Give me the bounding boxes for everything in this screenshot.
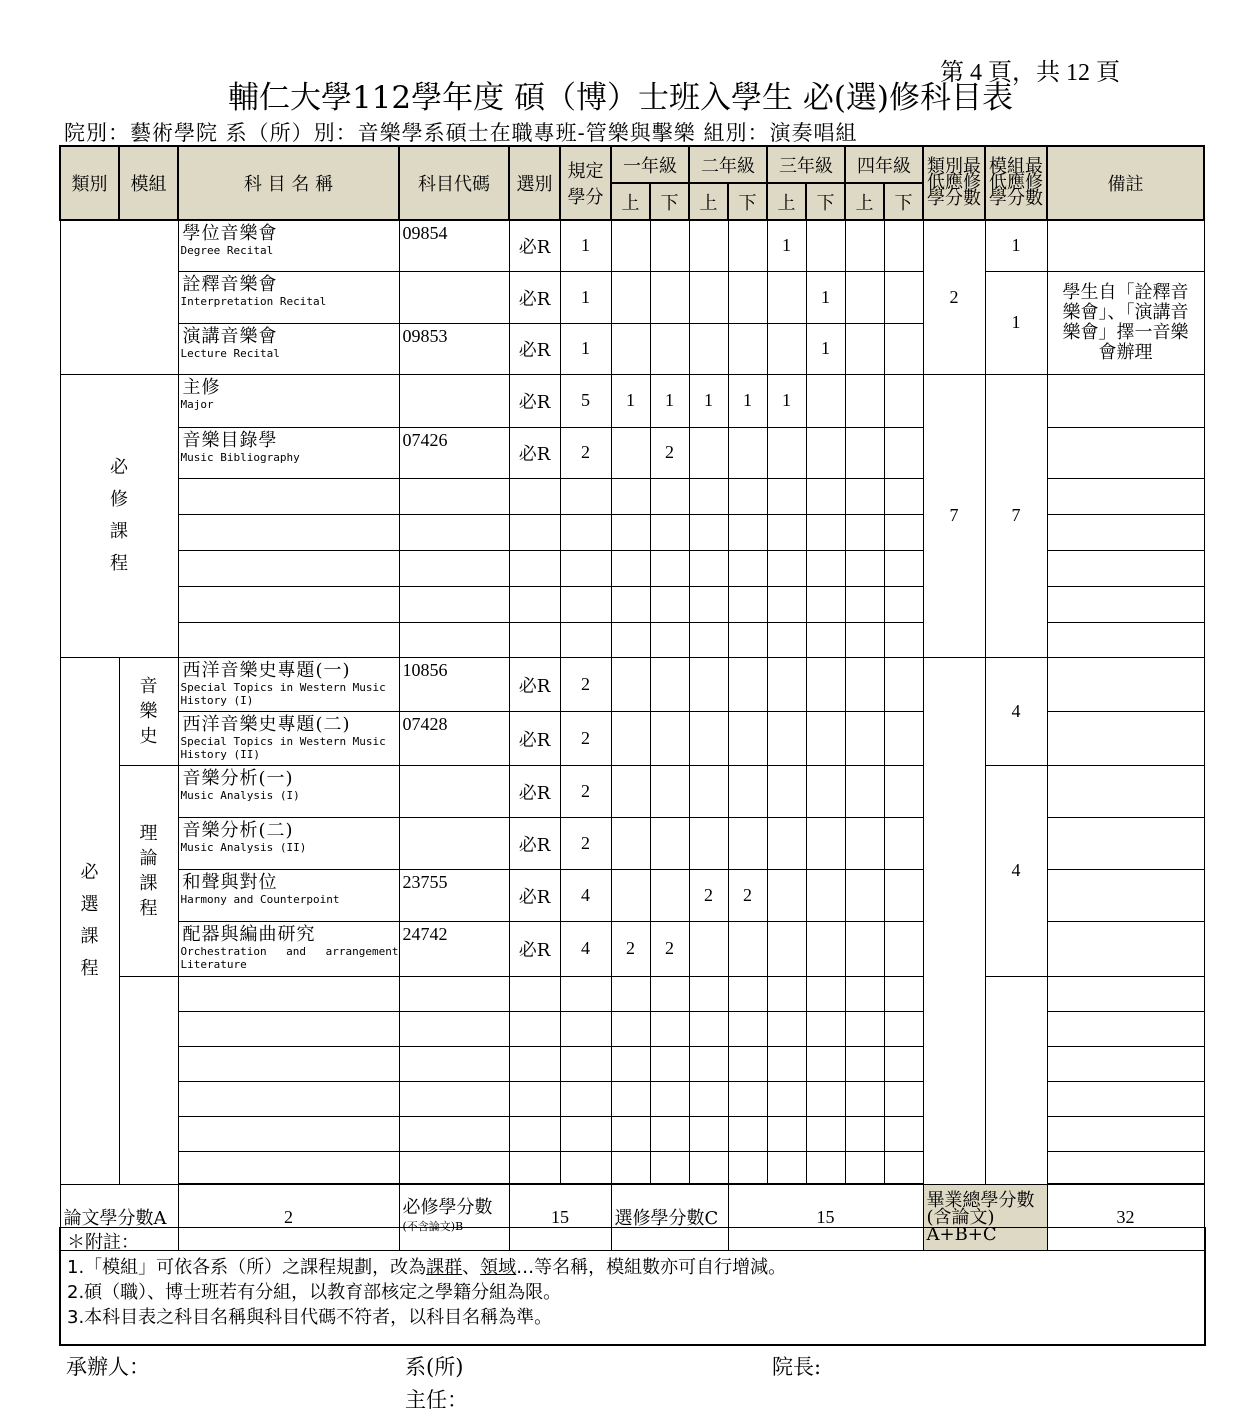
header-module: 模組 — [119, 146, 178, 220]
semester-credit: 1 — [806, 271, 845, 323]
header-year-3: 三年級 — [767, 146, 845, 183]
course-selection: 必R — [509, 921, 560, 976]
category-elective: 必選課程 — [60, 657, 119, 1184]
category-required: 必修課程 — [60, 374, 178, 657]
semester-credit: 1 — [650, 374, 689, 427]
elective-credits-value: 15 — [728, 1184, 923, 1250]
course-selection: 必R — [509, 427, 560, 478]
total-credits-label: 畢業總學分數 (含論文) A+B+C — [923, 1184, 1047, 1250]
course-code: 09853 — [399, 323, 509, 374]
course-selection: 必R — [509, 220, 560, 271]
header-year-4: 四年級 — [845, 146, 923, 183]
course-name: 詮釋音樂會 Interpretation Recital — [178, 271, 399, 323]
header-subject-code: 科目代碼 — [399, 146, 509, 220]
director-signature-label: 主任： — [405, 1388, 468, 1412]
course-code — [399, 271, 509, 323]
header-semester-down: 下 — [728, 183, 767, 220]
header-selection: 選別 — [509, 146, 560, 220]
header-module-min: 模組最低應修學分數 — [985, 146, 1047, 220]
course-name: 演講音樂會 Lecture Recital — [178, 323, 399, 374]
course-credits: 5 — [560, 374, 611, 427]
elective-credits-label: 選修學分數C — [611, 1184, 728, 1250]
course-selection: 必R — [509, 817, 560, 869]
module-min-credits: 1 — [985, 271, 1047, 374]
thesis-credits-label: 論文學分數A — [60, 1184, 178, 1250]
module-min-credits: 4 — [985, 657, 1047, 765]
semester-credit: 1 — [689, 374, 728, 427]
table-row — [60, 976, 1204, 1011]
course-selection: 必R — [509, 711, 560, 765]
course-selection: 必R — [509, 765, 560, 817]
semester-credit: 1 — [611, 374, 650, 427]
table-row — [60, 220, 1204, 271]
category-min-credits — [923, 657, 985, 1184]
note-line-1: 1.「模組」可依各系（所）之課程規劃，改為課群、領域…等名稱，模組數亦可自行增減。 — [67, 1257, 787, 1278]
header-semester-up: 上 — [611, 183, 650, 220]
thesis-credits-value: 2 — [178, 1184, 399, 1250]
dean-signature-label: 院長: — [772, 1355, 822, 1379]
category-min-credits: 7 — [923, 374, 985, 657]
course-credits: 2 — [560, 711, 611, 765]
header-credits: 規定學分 — [560, 146, 611, 220]
semester-credit: 2 — [728, 869, 767, 921]
course-credits: 4 — [560, 921, 611, 976]
header-year-1: 一年級 — [611, 146, 689, 183]
course-code — [399, 374, 509, 427]
course-name: 音樂分析(二) Music Analysis (II) — [178, 817, 399, 869]
table-row — [60, 657, 1204, 711]
course-credits: 1 — [560, 271, 611, 323]
course-credits: 2 — [560, 817, 611, 869]
header-semester-down: 下 — [806, 183, 845, 220]
course-selection: 必R — [509, 271, 560, 323]
note-line-3: 3.本科目表之科目名稱與科目代碼不符者，以科目名稱為準。 — [67, 1307, 553, 1328]
semester-credit: 2 — [650, 921, 689, 976]
department-signature-label: 系(所) — [405, 1355, 464, 1379]
course-name: 音樂目錄學 Music Bibliography — [178, 427, 399, 478]
header-subject-name: 科 目 名 稱 — [178, 146, 399, 220]
semester-credit: 2 — [650, 427, 689, 478]
module-min-credits: 7 — [985, 374, 1047, 657]
handler-signature-label: 承辦人： — [66, 1355, 150, 1379]
page-number: 第 4 頁，共 12 頁 — [940, 60, 1120, 86]
course-code: 24742 — [399, 921, 509, 976]
module-theory: 理論課程 — [119, 765, 178, 976]
notes-heading: ＊附註： — [67, 1232, 139, 1253]
course-table — [59, 145, 1205, 1251]
course-code: 07426 — [399, 427, 509, 478]
table-row — [60, 374, 1204, 427]
course-code: 23755 — [399, 869, 509, 921]
course-name: 主修 Major — [178, 374, 399, 427]
header-semester-down: 下 — [650, 183, 689, 220]
course-selection: 必R — [509, 657, 560, 711]
module-empty — [119, 976, 178, 1184]
header-category-min: 類別最低應修學分數 — [923, 146, 985, 220]
course-credits: 2 — [560, 657, 611, 711]
course-credits: 1 — [560, 220, 611, 271]
course-credits: 4 — [560, 869, 611, 921]
course-name: 和聲與對位 Harmony and Counterpoint — [178, 869, 399, 921]
course-name: 學位音樂會 Degree Recital — [178, 220, 399, 271]
module-music-history: 音樂史 — [119, 657, 178, 765]
module-min-credits: 1 — [985, 220, 1047, 271]
course-code — [399, 765, 509, 817]
course-name: 音樂分析(一) Music Analysis (I) — [178, 765, 399, 817]
page-title: 輔仁大學112學年度 碩（博）士班入學生 必(選)修科目表 — [227, 80, 1014, 116]
semester-credit: 2 — [689, 869, 728, 921]
course-name: 配器與編曲研究 Orchestration and arrangement Literature — [178, 921, 399, 976]
course-credits: 1 — [560, 323, 611, 374]
module-min-credits — [985, 976, 1047, 1184]
header-semester-down: 下 — [884, 183, 923, 220]
recital-category-cell — [60, 220, 178, 374]
remark-note: 學生自「詮釋音樂會」、「演講音樂會」擇一音樂會辦理 — [1047, 271, 1204, 374]
category-min-credits: 2 — [923, 220, 985, 374]
header-semester-up: 上 — [767, 183, 806, 220]
header-semester-up: 上 — [689, 183, 728, 220]
semester-credit: 1 — [806, 323, 845, 374]
course-selection: 必R — [509, 869, 560, 921]
semester-credit: 2 — [611, 921, 650, 976]
notes-section — [59, 1227, 1206, 1346]
course-code: 09854 — [399, 220, 509, 271]
note-line-2: 2.碩（職）、博士班若有分組，以教育部核定之學籍分組為限。 — [67, 1282, 562, 1303]
course-selection: 必R — [509, 374, 560, 427]
header-remarks: 備註 — [1047, 146, 1204, 220]
table-row — [60, 271, 1204, 323]
course-code — [399, 817, 509, 869]
required-credits-value: 15 — [509, 1184, 611, 1250]
course-name: 西洋音樂史專題(一) Special Topics in Western Music History (I) — [178, 657, 399, 711]
table-row — [60, 765, 1204, 817]
semester-credit: 1 — [767, 374, 806, 427]
total-credits-value: 32 — [1047, 1184, 1204, 1250]
semester-credit: 1 — [728, 374, 767, 427]
header-category: 類別 — [60, 146, 119, 220]
course-code: 07428 — [399, 711, 509, 765]
required-credits-label: 必修學分數 (不含論文)B — [399, 1184, 509, 1250]
course-selection: 必R — [509, 323, 560, 374]
course-name: 西洋音樂史專題(二) Special Topics in Western Music History (II) — [178, 711, 399, 765]
course-credits: 2 — [560, 765, 611, 817]
module-min-credits: 4 — [985, 765, 1047, 976]
header-year-2: 二年級 — [689, 146, 767, 183]
header-semester-up: 上 — [845, 183, 884, 220]
college-department-info: 院別：藝術學院 系（所）別：音樂學系碩士在職專班-管樂與擊樂 組別：演奏唱組 — [64, 121, 858, 145]
table-header — [60, 146, 1204, 220]
semester-credit: 1 — [767, 220, 806, 271]
course-credits: 2 — [560, 427, 611, 478]
course-code: 10856 — [399, 657, 509, 711]
